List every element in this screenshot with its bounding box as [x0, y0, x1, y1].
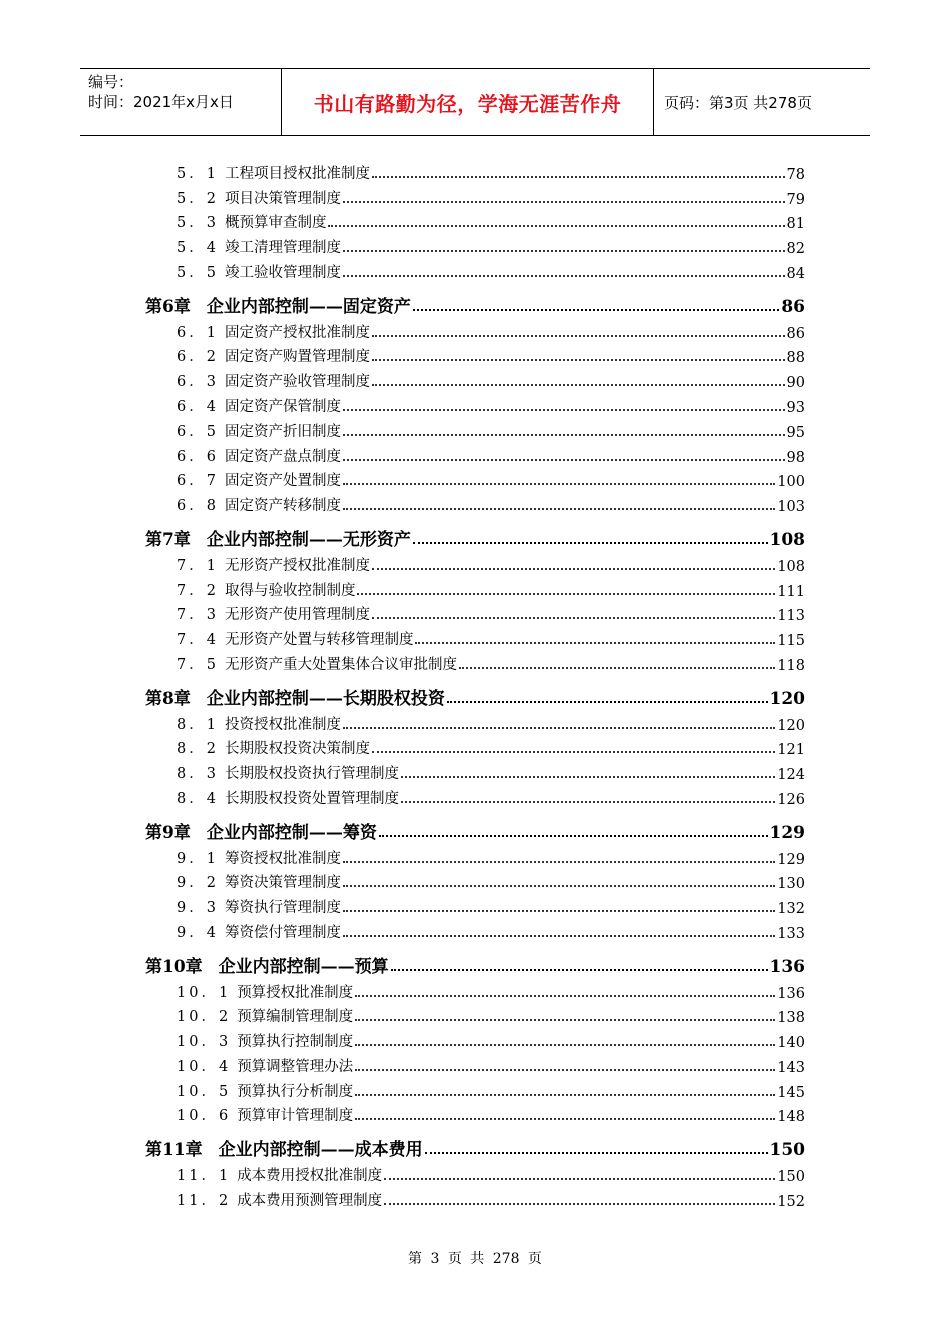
- toc-entry-number: 6．1: [177, 324, 219, 341]
- toc-section-entry[interactable]: [177, 1101, 805, 1126]
- dot-leader: [343, 459, 785, 461]
- dot-leader: [355, 1019, 775, 1021]
- toc-entry-number: 5．3: [177, 215, 219, 232]
- toc-section-entry[interactable]: [177, 257, 805, 282]
- toc-entry-title: 固定资产处置制度: [224, 473, 341, 490]
- toc-entry-title: 长期股权投资决策制度: [224, 741, 370, 758]
- toc-section-entry[interactable]: [177, 1076, 805, 1101]
- dot-leader: [459, 667, 775, 669]
- toc-section-entry[interactable]: [177, 575, 805, 600]
- toc-entry-number: 6．7: [177, 473, 219, 490]
- toc-entry-title: 固定资产授权批准制度: [224, 324, 370, 341]
- toc-section-entry[interactable]: [177, 709, 805, 734]
- toc-section-entry[interactable]: [177, 466, 805, 491]
- toc-section-entry[interactable]: [177, 600, 805, 625]
- toc-entry-page: 136: [769, 956, 805, 977]
- toc-entry-page: 113: [777, 608, 805, 625]
- toc-section-entry[interactable]: [177, 917, 805, 942]
- dot-leader: [328, 225, 784, 227]
- toc-section-entry[interactable]: [177, 892, 805, 917]
- toc-entry-title: 预算调整管理办法: [237, 1058, 354, 1075]
- toc-chapter-entry[interactable]: [145, 1125, 805, 1160]
- toc-entry-title: 企业内部控制——固定资产: [206, 296, 411, 317]
- toc-entry-title: 竣工验收管理制度: [224, 264, 341, 281]
- toc-entry-page: 121: [777, 742, 805, 759]
- toc-entry-title: 长期股权投资执行管理制度: [224, 766, 399, 783]
- toc-entry-number: 10．6: [177, 1108, 232, 1125]
- toc-entry-number: 6．5: [177, 423, 219, 440]
- toc-entry-page: 118: [777, 657, 805, 674]
- toc-entry-page: 129: [769, 822, 805, 843]
- header-page-number: 页码：第3页 共278页: [664, 93, 812, 112]
- toc-section-entry[interactable]: [177, 317, 805, 342]
- toc-entry-number: 第10章: [145, 956, 203, 977]
- toc-section-entry[interactable]: [177, 441, 805, 466]
- toc-entry-number: 第7章: [145, 529, 191, 550]
- toc-entry-title: 工程项目授权批准制度: [224, 165, 370, 182]
- toc-entry-page: 115: [777, 633, 805, 650]
- toc-entry-page: 86: [786, 325, 805, 342]
- toc-section-entry[interactable]: [177, 158, 805, 183]
- toc-chapter-entry[interactable]: [145, 515, 805, 550]
- toc-entry-number: 9．3: [177, 900, 219, 917]
- toc-section-entry[interactable]: [177, 342, 805, 367]
- toc-entry-page: 100: [777, 474, 805, 491]
- toc-entry-title: 成本费用授权批准制度: [237, 1168, 383, 1185]
- document-date: 时间：2021年x月x日: [88, 93, 234, 111]
- toc-entry-number: 9．4: [177, 924, 219, 941]
- toc-entry-page: 140: [777, 1035, 805, 1052]
- toc-entry-page: 138: [777, 1010, 805, 1027]
- toc-section-entry[interactable]: [177, 183, 805, 208]
- toc-entry-number: 7．2: [177, 582, 219, 599]
- toc-section-entry[interactable]: [177, 416, 805, 441]
- toc-entry-title: 企业内部控制——无形资产: [206, 529, 411, 550]
- toc-entry-page: 111: [777, 583, 805, 600]
- toc-entry-title: 固定资产转移制度: [224, 498, 341, 515]
- toc-entry-title: 竣工清理管理制度: [224, 240, 341, 257]
- header-meta: [80, 69, 282, 135]
- dot-leader: [343, 508, 775, 510]
- toc-entry-title: 固定资产盘点制度: [224, 448, 341, 465]
- toc-entry-number: 第8章: [145, 688, 191, 709]
- toc-entry-title: 无形资产处置与转移管理制度: [224, 632, 414, 649]
- toc-section-entry[interactable]: [177, 1026, 805, 1051]
- toc-entry-number: 第11章: [145, 1140, 203, 1161]
- toc-entry-page: 79: [786, 191, 805, 208]
- toc-section-entry[interactable]: [177, 977, 805, 1002]
- toc-entry-title: 无形资产使用管理制度: [224, 607, 370, 624]
- toc-entry-page: 120: [777, 717, 805, 734]
- toc-entry-title: 预算执行分析制度: [237, 1083, 354, 1100]
- toc-section-entry[interactable]: [177, 734, 805, 759]
- dot-leader: [401, 776, 775, 778]
- dot-leader: [355, 995, 775, 997]
- toc-entry-title: 预算编制管理制度: [237, 1009, 354, 1026]
- page-footer: 第 3 页 共 278 页: [408, 1251, 542, 1267]
- toc-entry-page: 129: [777, 851, 805, 868]
- dot-leader: [343, 727, 775, 729]
- toc-section-entry[interactable]: [177, 624, 805, 649]
- toc-entry-title: 固定资产购置管理制度: [224, 349, 370, 366]
- toc-entry-page: 130: [777, 876, 805, 893]
- toc-entry-page: 86: [781, 296, 805, 317]
- toc-entry-title: 筹资执行管理制度: [224, 900, 341, 917]
- toc-entry-number: 7．5: [177, 656, 219, 673]
- toc-entry-page: 143: [777, 1059, 805, 1076]
- toc-entry-title: 固定资产验收管理制度: [224, 374, 370, 391]
- toc-entry-page: 103: [777, 499, 805, 516]
- toc-section-entry[interactable]: [177, 868, 805, 893]
- dot-leader: [415, 642, 775, 644]
- toc-entry-page: 152: [777, 1193, 805, 1210]
- toc-entry-number: 10．5: [177, 1083, 232, 1100]
- toc-section-entry[interactable]: [177, 1185, 805, 1210]
- toc-entry-number: 5．2: [177, 190, 219, 207]
- toc-entry-title: 企业内部控制——成本费用: [218, 1140, 423, 1161]
- page-header: [80, 68, 870, 136]
- toc-entry-number: 7．3: [177, 607, 219, 624]
- toc-entry-number: 6．4: [177, 398, 219, 415]
- toc-entry-number: 10．4: [177, 1058, 232, 1075]
- dot-leader: [425, 1152, 768, 1154]
- toc-entry-page: 93: [786, 399, 805, 416]
- toc-entry-page: 84: [786, 265, 805, 282]
- dot-leader: [372, 617, 775, 619]
- dot-leader: [355, 1094, 775, 1096]
- toc-entry-title: 筹资授权批准制度: [224, 850, 341, 867]
- toc-entry-number: 8．3: [177, 766, 219, 783]
- toc-entry-number: 6．6: [177, 448, 219, 465]
- toc-entry-title: 筹资偿付管理制度: [224, 924, 341, 941]
- toc-entry-title: 筹资决策管理制度: [224, 875, 341, 892]
- toc-chapter-entry[interactable]: [145, 808, 805, 843]
- toc-entry-page: 78: [786, 166, 805, 183]
- dot-leader: [343, 434, 785, 436]
- dot-leader: [372, 751, 775, 753]
- toc-section-entry[interactable]: [177, 1002, 805, 1027]
- toc-entry-page: 126: [777, 791, 805, 808]
- dot-leader: [355, 1069, 775, 1071]
- toc-entry-title: 成本费用预测管理制度: [237, 1192, 383, 1209]
- dot-leader: [372, 359, 785, 361]
- toc-entry-page: 98: [786, 449, 805, 466]
- toc-entry-page: 148: [777, 1109, 805, 1126]
- toc-entry-page: 108: [777, 558, 805, 575]
- toc-entry-page: 145: [777, 1084, 805, 1101]
- toc-section-entry[interactable]: [177, 843, 805, 868]
- toc-entry-page: 133: [777, 925, 805, 942]
- header-motto: 书山有路勤为径，学海无涯苦作舟: [282, 69, 654, 135]
- toc-entry-title: 项目决策管理制度: [224, 190, 341, 207]
- toc-entry-number: 5．5: [177, 264, 219, 281]
- toc-entry-page: 90: [786, 375, 805, 392]
- toc-entry-number: 6．3: [177, 374, 219, 391]
- toc-entry-page: 108: [769, 529, 805, 550]
- toc-entry-page: 81: [786, 216, 805, 233]
- toc-section-entry[interactable]: [177, 1051, 805, 1076]
- toc-entry-title: 企业内部控制——筹资: [206, 822, 377, 843]
- toc-entry-number: 10．2: [177, 1009, 232, 1026]
- dot-leader: [401, 801, 775, 803]
- toc-section-entry[interactable]: [177, 783, 805, 808]
- dot-leader: [384, 1178, 775, 1180]
- dot-leader: [343, 910, 775, 912]
- dot-leader: [355, 1044, 775, 1046]
- toc-entry-number: 9．1: [177, 850, 219, 867]
- dot-leader: [343, 885, 775, 887]
- toc-entry-number: 7．4: [177, 632, 219, 649]
- table-of-contents: [0, 158, 950, 1210]
- toc-chapter-entry[interactable]: [145, 942, 805, 977]
- toc-entry-number: 10．1: [177, 984, 232, 1001]
- toc-entry-title: 概预算审查制度: [224, 215, 327, 232]
- toc-section-entry[interactable]: [177, 550, 805, 575]
- toc-entry-page: 124: [777, 767, 805, 784]
- toc-entry-page: 136: [777, 985, 805, 1002]
- toc-entry-title: 固定资产保管制度: [224, 398, 341, 415]
- dot-leader: [372, 568, 775, 570]
- toc-entry-title: 企业内部控制——预算: [218, 956, 389, 977]
- toc-entry-number: 6．8: [177, 498, 219, 515]
- toc-entry-number: 10．3: [177, 1034, 232, 1051]
- toc-chapter-entry[interactable]: [145, 282, 805, 317]
- toc-entry-number: 5．4: [177, 240, 219, 257]
- dot-leader: [413, 542, 768, 544]
- dot-leader: [343, 861, 775, 863]
- toc-entry-number: 8．4: [177, 790, 219, 807]
- toc-entry-number: 8．1: [177, 716, 219, 733]
- toc-section-entry[interactable]: [177, 490, 805, 515]
- toc-entry-page: 95: [786, 424, 805, 441]
- toc-section-entry[interactable]: [177, 208, 805, 233]
- dot-leader: [343, 201, 785, 203]
- toc-entry-number: 11．2: [177, 1192, 232, 1209]
- toc-entry-title: 预算执行控制制度: [237, 1034, 354, 1051]
- dot-leader: [384, 1203, 775, 1205]
- document-number-label: 编号：: [88, 73, 134, 91]
- toc-entry-title: 取得与验收控制制度: [224, 582, 356, 599]
- toc-entry-page: 132: [777, 901, 805, 918]
- toc-section-entry[interactable]: [177, 1160, 805, 1185]
- dot-leader: [343, 250, 785, 252]
- toc-entry-number: 5．1: [177, 165, 219, 182]
- toc-entry-title: 无形资产授权批准制度: [224, 557, 370, 574]
- toc-section-entry[interactable]: [177, 391, 805, 416]
- toc-chapter-entry[interactable]: [145, 674, 805, 709]
- dot-leader: [413, 309, 779, 311]
- dot-leader: [343, 409, 785, 411]
- dot-leader: [379, 835, 768, 837]
- toc-entry-page: 88: [786, 350, 805, 367]
- toc-section-entry[interactable]: [177, 366, 805, 391]
- toc-entry-number: 第6章: [145, 296, 191, 317]
- toc-entry-title: 企业内部控制——长期股权投资: [206, 688, 445, 709]
- dot-leader: [355, 1118, 775, 1120]
- toc-entry-number: 8．2: [177, 741, 219, 758]
- toc-entry-number: 11．1: [177, 1168, 232, 1185]
- toc-entry-title: 固定资产折旧制度: [224, 423, 341, 440]
- toc-section-entry[interactable]: [177, 649, 805, 674]
- toc-entry-page: 120: [769, 688, 805, 709]
- dot-leader: [391, 969, 768, 971]
- toc-entry-number: 6．2: [177, 349, 219, 366]
- toc-entry-title: 投资授权批准制度: [224, 716, 341, 733]
- dot-leader: [447, 701, 768, 703]
- dot-leader: [343, 275, 785, 277]
- dot-leader: [372, 384, 785, 386]
- dot-leader: [343, 483, 775, 485]
- toc-entry-page: 150: [769, 1140, 805, 1161]
- dot-leader: [343, 935, 775, 937]
- toc-entry-number: 第9章: [145, 822, 191, 843]
- toc-section-entry[interactable]: [177, 232, 805, 257]
- dot-leader: [372, 176, 785, 178]
- toc-entry-number: 9．2: [177, 875, 219, 892]
- toc-entry-page: 150: [777, 1169, 805, 1186]
- toc-entry-title: 预算授权批准制度: [237, 984, 354, 1001]
- toc-entry-title: 长期股权投资处置管理制度: [224, 790, 399, 807]
- dot-leader: [372, 335, 785, 337]
- toc-entry-page: 82: [786, 241, 805, 258]
- dot-leader: [357, 593, 775, 595]
- toc-entry-title: 无形资产重大处置集体合议审批制度: [224, 656, 457, 673]
- toc-section-entry[interactable]: [177, 758, 805, 783]
- toc-entry-number: 7．1: [177, 557, 219, 574]
- toc-entry-title: 预算审计管理制度: [237, 1108, 354, 1125]
